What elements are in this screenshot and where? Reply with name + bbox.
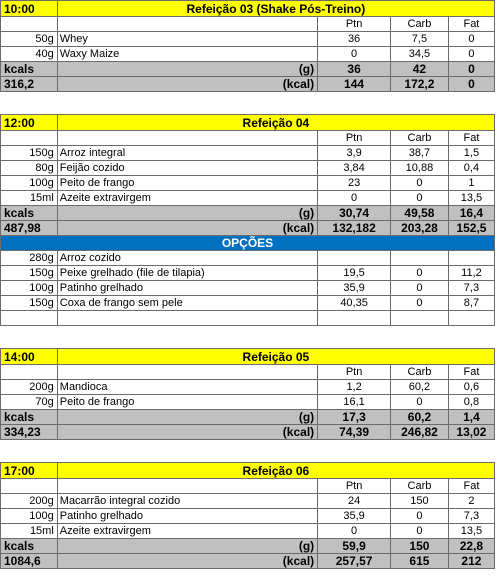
total-fat-g[interactable]: 22,8 xyxy=(448,539,494,554)
food-ptn[interactable]: 0 xyxy=(318,524,391,539)
total-carb-kcal[interactable]: 246,82 xyxy=(391,425,449,440)
food-carb[interactable]: 34,5 xyxy=(391,47,449,62)
meal-title[interactable]: Refeição 06 xyxy=(57,463,494,479)
option-fat[interactable] xyxy=(448,251,494,266)
food-row xyxy=(1,395,495,410)
options-header-row xyxy=(1,236,495,251)
food-ptn[interactable]: 1,2 xyxy=(318,380,391,395)
kcal-unit[interactable]: (kcal) xyxy=(57,554,317,569)
meal-time[interactable]: 10:00 xyxy=(1,1,58,17)
col-ptn[interactable]: Ptn xyxy=(318,365,391,380)
col-ptn[interactable]: Ptn xyxy=(318,479,391,494)
food-fat[interactable]: 13,5 xyxy=(448,191,494,206)
totals-grams-row xyxy=(1,539,495,554)
food-carb[interactable]: 0 xyxy=(391,524,449,539)
food-name[interactable]: Azeite extravirgem xyxy=(57,191,317,206)
food-qty[interactable]: 15ml xyxy=(1,524,58,539)
option-row xyxy=(1,296,495,311)
food-qty[interactable]: 200g xyxy=(1,494,58,509)
meal-time[interactable]: 12:00 xyxy=(1,115,58,131)
totals-kcal-row xyxy=(1,77,495,92)
option-qty[interactable]: 150g xyxy=(1,266,58,281)
food-carb[interactable]: 0 xyxy=(391,176,449,191)
total-ptn-g[interactable]: 36 xyxy=(318,62,391,77)
col-fat[interactable]: Fat xyxy=(448,365,494,380)
option-name[interactable]: Peixe grelhado (file de tilapia) xyxy=(57,266,317,281)
total-fat-kcal[interactable]: 152,5 xyxy=(448,221,494,236)
kcals-label[interactable]: kcals xyxy=(1,539,58,554)
total-fat-g[interactable]: 0 xyxy=(448,62,494,77)
total-kcal[interactable]: 334,23 xyxy=(1,425,58,440)
food-ptn[interactable]: 16,1 xyxy=(318,395,391,410)
total-carb-kcal[interactable]: 172,2 xyxy=(391,77,449,92)
empty-row xyxy=(1,311,495,326)
food-row xyxy=(1,494,495,509)
meal-title[interactable]: Refeição 04 xyxy=(57,115,494,131)
total-carb-kcal[interactable]: 203,28 xyxy=(391,221,449,236)
food-ptn[interactable]: 0 xyxy=(318,47,391,62)
food-qty[interactable]: 70g xyxy=(1,395,58,410)
meal-header xyxy=(1,1,495,17)
food-qty[interactable]: 15ml xyxy=(1,191,58,206)
col-carb[interactable]: Carb xyxy=(391,131,449,146)
option-fat[interactable]: 7,3 xyxy=(448,281,494,296)
option-fat[interactable]: 11,2 xyxy=(448,266,494,281)
food-row xyxy=(1,191,495,206)
option-carb[interactable]: 0 xyxy=(391,266,449,281)
food-ptn[interactable]: 36 xyxy=(318,32,391,47)
option-carb[interactable] xyxy=(391,251,449,266)
total-fat-kcal[interactable]: 13,02 xyxy=(448,425,494,440)
option-name[interactable]: Arroz cozido xyxy=(57,251,317,266)
food-qty[interactable]: 150g xyxy=(1,146,58,161)
total-kcal[interactable]: 316,2 xyxy=(1,77,58,92)
kcal-unit[interactable]: (kcal) xyxy=(57,425,317,440)
option-carb[interactable]: 0 xyxy=(391,281,449,296)
food-row xyxy=(1,32,495,47)
food-name[interactable]: Macarrão integral cozido xyxy=(57,494,317,509)
total-fat-g[interactable]: 1,4 xyxy=(448,410,494,425)
option-qty[interactable]: 100g xyxy=(1,281,58,296)
grams-unit[interactable]: (g) xyxy=(57,410,317,425)
col-carb[interactable]: Carb xyxy=(391,17,449,32)
total-carb-g[interactable]: 42 xyxy=(391,62,449,77)
grams-unit[interactable]: (g) xyxy=(57,539,317,554)
food-name[interactable]: Mandioca xyxy=(57,380,317,395)
food-name[interactable]: Patinho grelhado xyxy=(57,509,317,524)
food-fat[interactable]: 0,6 xyxy=(448,380,494,395)
options-label[interactable]: OPÇÕES xyxy=(1,236,495,251)
total-carb-kcal[interactable]: 615 xyxy=(391,554,449,569)
food-qty[interactable]: 100g xyxy=(1,509,58,524)
col-carb[interactable]: Carb xyxy=(391,365,449,380)
column-header-row xyxy=(1,17,495,32)
total-ptn-g[interactable]: 30,74 xyxy=(318,206,391,221)
total-kcal[interactable]: 1084,6 xyxy=(1,554,58,569)
totals-kcal-row xyxy=(1,554,495,569)
food-qty[interactable]: 200g xyxy=(1,380,58,395)
spacer xyxy=(0,326,498,348)
total-ptn-kcal[interactable]: 257,57 xyxy=(318,554,391,569)
food-ptn[interactable]: 35,9 xyxy=(318,509,391,524)
kcal-unit[interactable]: (kcal) xyxy=(57,77,317,92)
option-qty[interactable]: 150g xyxy=(1,296,58,311)
food-carb[interactable]: 0 xyxy=(391,509,449,524)
food-ptn[interactable]: 3,9 xyxy=(318,146,391,161)
food-carb[interactable]: 7,5 xyxy=(391,32,449,47)
option-ptn[interactable] xyxy=(318,251,391,266)
totals-kcal-row xyxy=(1,425,495,440)
food-fat[interactable]: 13,5 xyxy=(448,524,494,539)
option-qty[interactable]: 280g xyxy=(1,251,58,266)
option-carb[interactable]: 0 xyxy=(391,296,449,311)
food-qty[interactable]: 80g xyxy=(1,161,58,176)
col-carb[interactable]: Carb xyxy=(391,479,449,494)
food-ptn[interactable]: 23 xyxy=(318,176,391,191)
total-ptn-kcal[interactable]: 132,182 xyxy=(318,221,391,236)
kcals-label[interactable]: kcals xyxy=(1,410,58,425)
total-ptn-g[interactable]: 17,3 xyxy=(318,410,391,425)
food-fat[interactable]: 0,4 xyxy=(448,161,494,176)
total-ptn-kcal[interactable]: 144 xyxy=(318,77,391,92)
col-fat[interactable]: Fat xyxy=(448,479,494,494)
col-ptn[interactable]: Ptn xyxy=(318,17,391,32)
food-row xyxy=(1,509,495,524)
option-ptn[interactable]: 40,35 xyxy=(318,296,391,311)
food-row xyxy=(1,176,495,191)
food-name[interactable]: Waxy Maize xyxy=(57,47,317,62)
grams-unit[interactable]: (g) xyxy=(57,206,317,221)
option-row xyxy=(1,266,495,281)
food-name[interactable]: Arroz integral xyxy=(57,146,317,161)
option-row xyxy=(1,281,495,296)
food-ptn[interactable]: 3,84 xyxy=(318,161,391,176)
meal-time[interactable]: 14:00 xyxy=(1,349,58,365)
total-carb-g[interactable]: 49,58 xyxy=(391,206,449,221)
option-name[interactable]: Patinho grelhado xyxy=(57,281,317,296)
total-fat-g[interactable]: 16,4 xyxy=(448,206,494,221)
food-name[interactable]: Peito de frango xyxy=(57,176,317,191)
kcal-unit[interactable]: (kcal) xyxy=(57,221,317,236)
food-row xyxy=(1,524,495,539)
food-carb[interactable]: 10,88 xyxy=(391,161,449,176)
totals-grams-row xyxy=(1,410,495,425)
option-ptn[interactable]: 35,9 xyxy=(318,281,391,296)
meal-header xyxy=(1,349,495,365)
total-ptn-g[interactable]: 59,9 xyxy=(318,539,391,554)
col-ptn[interactable]: Ptn xyxy=(318,131,391,146)
spacer xyxy=(0,440,498,462)
food-row xyxy=(1,161,495,176)
option-row xyxy=(1,251,495,266)
food-qty[interactable]: 40g xyxy=(1,47,58,62)
food-fat[interactable]: 1 xyxy=(448,176,494,191)
food-ptn[interactable]: 24 xyxy=(318,494,391,509)
food-fat[interactable]: 0 xyxy=(448,32,494,47)
food-row xyxy=(1,47,495,62)
option-name[interactable]: Coxa de frango sem pele xyxy=(57,296,317,311)
column-header-row xyxy=(1,131,495,146)
meal-title[interactable]: Refeição 03 (Shake Pós-Treino) xyxy=(57,1,494,17)
food-fat[interactable]: 0 xyxy=(448,47,494,62)
option-fat[interactable]: 8,7 xyxy=(448,296,494,311)
food-name[interactable]: Feijão cozido xyxy=(57,161,317,176)
food-fat[interactable]: 0,8 xyxy=(448,395,494,410)
totals-kcal-row xyxy=(1,221,495,236)
col-fat[interactable]: Fat xyxy=(448,17,494,32)
kcals-label[interactable]: kcals xyxy=(1,206,58,221)
food-fat[interactable]: 2 xyxy=(448,494,494,509)
meal-table-1 xyxy=(0,0,495,92)
meal-time[interactable]: 17:00 xyxy=(1,463,58,479)
food-name[interactable]: Azeite extravirgem xyxy=(57,524,317,539)
totals-grams-row xyxy=(1,62,495,77)
meal-table-3 xyxy=(0,348,495,440)
food-qty[interactable]: 50g xyxy=(1,32,58,47)
food-carb[interactable]: 60,2 xyxy=(391,380,449,395)
meal-header xyxy=(1,463,495,479)
column-header-row xyxy=(1,479,495,494)
kcals-label[interactable]: kcals xyxy=(1,62,58,77)
column-header-row xyxy=(1,365,495,380)
food-name[interactable]: Peito de frango xyxy=(57,395,317,410)
food-row xyxy=(1,380,495,395)
food-carb[interactable]: 38,7 xyxy=(391,146,449,161)
totals-grams-row xyxy=(1,206,495,221)
col-fat[interactable]: Fat xyxy=(448,131,494,146)
grams-unit[interactable]: (g) xyxy=(57,62,317,77)
meal-header xyxy=(1,115,495,131)
food-name[interactable]: Whey xyxy=(57,32,317,47)
food-carb[interactable]: 0 xyxy=(391,395,449,410)
total-fat-kcal[interactable]: 0 xyxy=(448,77,494,92)
meal-table-4 xyxy=(0,462,495,569)
total-ptn-kcal[interactable]: 74,39 xyxy=(318,425,391,440)
food-row xyxy=(1,146,495,161)
total-carb-g[interactable]: 150 xyxy=(391,539,449,554)
meal-title[interactable]: Refeição 05 xyxy=(57,349,494,365)
total-fat-kcal[interactable]: 212 xyxy=(448,554,494,569)
food-qty[interactable]: 100g xyxy=(1,176,58,191)
food-ptn[interactable]: 0 xyxy=(318,191,391,206)
spacer xyxy=(0,92,498,114)
food-carb[interactable]: 150 xyxy=(391,494,449,509)
option-ptn[interactable]: 19,5 xyxy=(318,266,391,281)
food-carb[interactable]: 0 xyxy=(391,191,449,206)
meal-table-2 xyxy=(0,114,495,326)
total-kcal[interactable]: 487,98 xyxy=(1,221,58,236)
food-fat[interactable]: 7,3 xyxy=(448,509,494,524)
total-carb-g[interactable]: 60,2 xyxy=(391,410,449,425)
food-fat[interactable]: 1,5 xyxy=(448,146,494,161)
